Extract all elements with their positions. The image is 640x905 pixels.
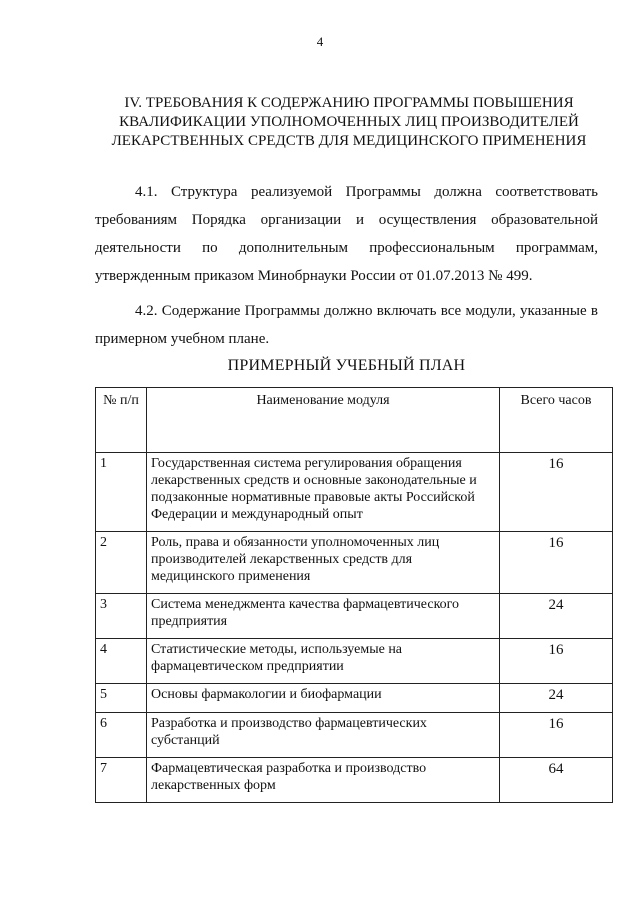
paragraph-line: деятельности по дополнительным профессиональным программам,	[95, 240, 598, 256]
row-hours: 16	[500, 532, 613, 594]
paragraph-4-2	[95, 297, 598, 353]
row-hours: 24	[500, 684, 613, 713]
row-hours: 64	[500, 758, 613, 803]
row-module-name: Разработка и производство фармацевтических субстанций	[147, 713, 500, 758]
row-number: 2	[96, 532, 147, 594]
row-module-name: Основы фармакологии и биофармации	[147, 684, 500, 713]
row-number: 4	[96, 639, 147, 684]
row-number: 1	[96, 453, 147, 532]
table-row	[96, 453, 613, 532]
table-row	[96, 684, 613, 713]
section-title-line: КВАЛИФИКАЦИИ УПОЛНОМОЧЕННЫХ ЛИЦ ПРОИЗВОДИТЕЛЕЙ	[119, 114, 579, 130]
row-hours: 16	[500, 453, 613, 532]
paragraph-line: 4.1. Структура реализуемой Программы должна соответствовать	[135, 184, 598, 200]
row-module-name: Статистические методы, используемые на фармацевтическом предприятии	[147, 639, 500, 684]
table-row	[96, 594, 613, 639]
paragraph-line: 4.2. Содержание Программы должно включать все модули, указанные в	[135, 303, 598, 319]
section-title	[95, 94, 603, 151]
paragraph-line: утвержденным приказом Минобрнауки России от 01.07.2013 № 499.	[95, 268, 533, 284]
section-title-line: IV. ТРЕБОВАНИЯ К СОДЕРЖАНИЮ ПРОГРАММЫ ПОВЫШЕНИЯ	[124, 95, 574, 111]
row-hours: 16	[500, 639, 613, 684]
table-row	[96, 639, 613, 684]
paragraph-line: требованиям Порядка организации и осуществления образовательной	[95, 212, 598, 228]
table-row	[96, 758, 613, 803]
row-number: 3	[96, 594, 147, 639]
row-module-name: Фармацевтическая разработка и производство лекарственных форм	[147, 758, 500, 803]
section-title-line: ЛЕКАРСТВЕННЫХ СРЕДСТВ ДЛЯ МЕДИЦИНСКОГО ПРИМЕНЕНИЯ	[111, 133, 587, 149]
paragraph-4-1	[95, 178, 598, 290]
table-row	[96, 713, 613, 758]
row-number: 7	[96, 758, 147, 803]
table-title: ПРИМЕРНЫЙ УЧЕБНЫЙ ПЛАН	[227, 357, 466, 374]
row-module-name: Роль, права и обязанности уполномоченных лиц производителей лекарственных средств для медицинского применения	[147, 532, 500, 594]
page-number: 4	[316, 34, 324, 49]
row-number: 5	[96, 684, 147, 713]
header-module-name: Наименование модуля	[147, 388, 500, 453]
row-number: 6	[96, 713, 147, 758]
row-hours: 16	[500, 713, 613, 758]
table-header-row	[96, 388, 613, 453]
row-module-name: Система менеджмента качества фармацевтического предприятия	[147, 594, 500, 639]
curriculum-table	[95, 387, 613, 803]
table-row	[96, 532, 613, 594]
header-number: № п/п	[96, 388, 147, 453]
row-module-name: Государственная система регулирования обращения лекарственных средств и основные законодательные и подзаконные нормативные правовые акты Российской Федерации и международный опыт	[147, 453, 500, 532]
paragraph-line: примерном учебном плане.	[95, 331, 270, 347]
header-total-hours: Всего часов	[500, 388, 613, 453]
row-hours: 24	[500, 594, 613, 639]
